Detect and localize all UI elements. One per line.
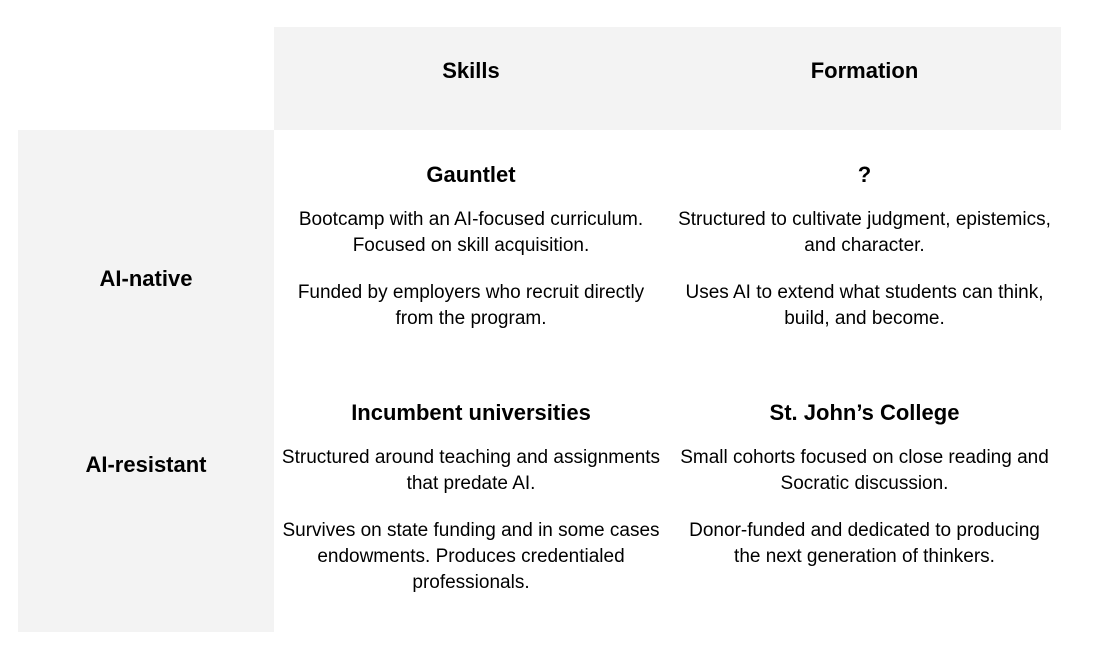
row-header-ai-native: AI-native: [99, 266, 193, 291]
cell-ai-resistant-skills: [280, 400, 662, 617]
cell-funding: Survives on state funding and in some cases endowments. Produces credentialed professionals.: [282, 520, 660, 593]
row-header-band: [18, 130, 274, 632]
cell-ai-native-formation: [674, 162, 1055, 353]
column-header-formation: Formation: [810, 58, 919, 83]
cell-funding: Funded by employers who recruit directly from the program.: [297, 282, 645, 329]
cell-funding: Donor-funded and dedicated to producing the next generation of thinkers.: [689, 520, 1040, 567]
cell-title: Incumbent universities: [351, 400, 591, 425]
cell-title: ?: [857, 162, 872, 187]
cell-description: Bootcamp with an AI-focused curriculum. Focused on skill acquisition.: [298, 209, 644, 256]
cell-funding: Uses AI to extend what students can think, build, and become.: [685, 282, 1044, 329]
cell-title: St. John’s College: [769, 400, 960, 425]
row-header-ai-resistant: AI-resistant: [85, 452, 207, 477]
cell-description: Structured around teaching and assignments that predate AI.: [281, 447, 661, 494]
cell-ai-native-skills: [280, 162, 662, 353]
cell-description: Structured to cultivate judgment, epistemics, and character.: [678, 209, 1051, 256]
cell-description: Small cohorts focused on close reading and Socratic discussion.: [680, 447, 1049, 494]
cell-title: Gauntlet: [426, 162, 516, 187]
cell-ai-resistant-formation: [674, 400, 1055, 591]
column-header-skills: Skills: [442, 58, 500, 83]
